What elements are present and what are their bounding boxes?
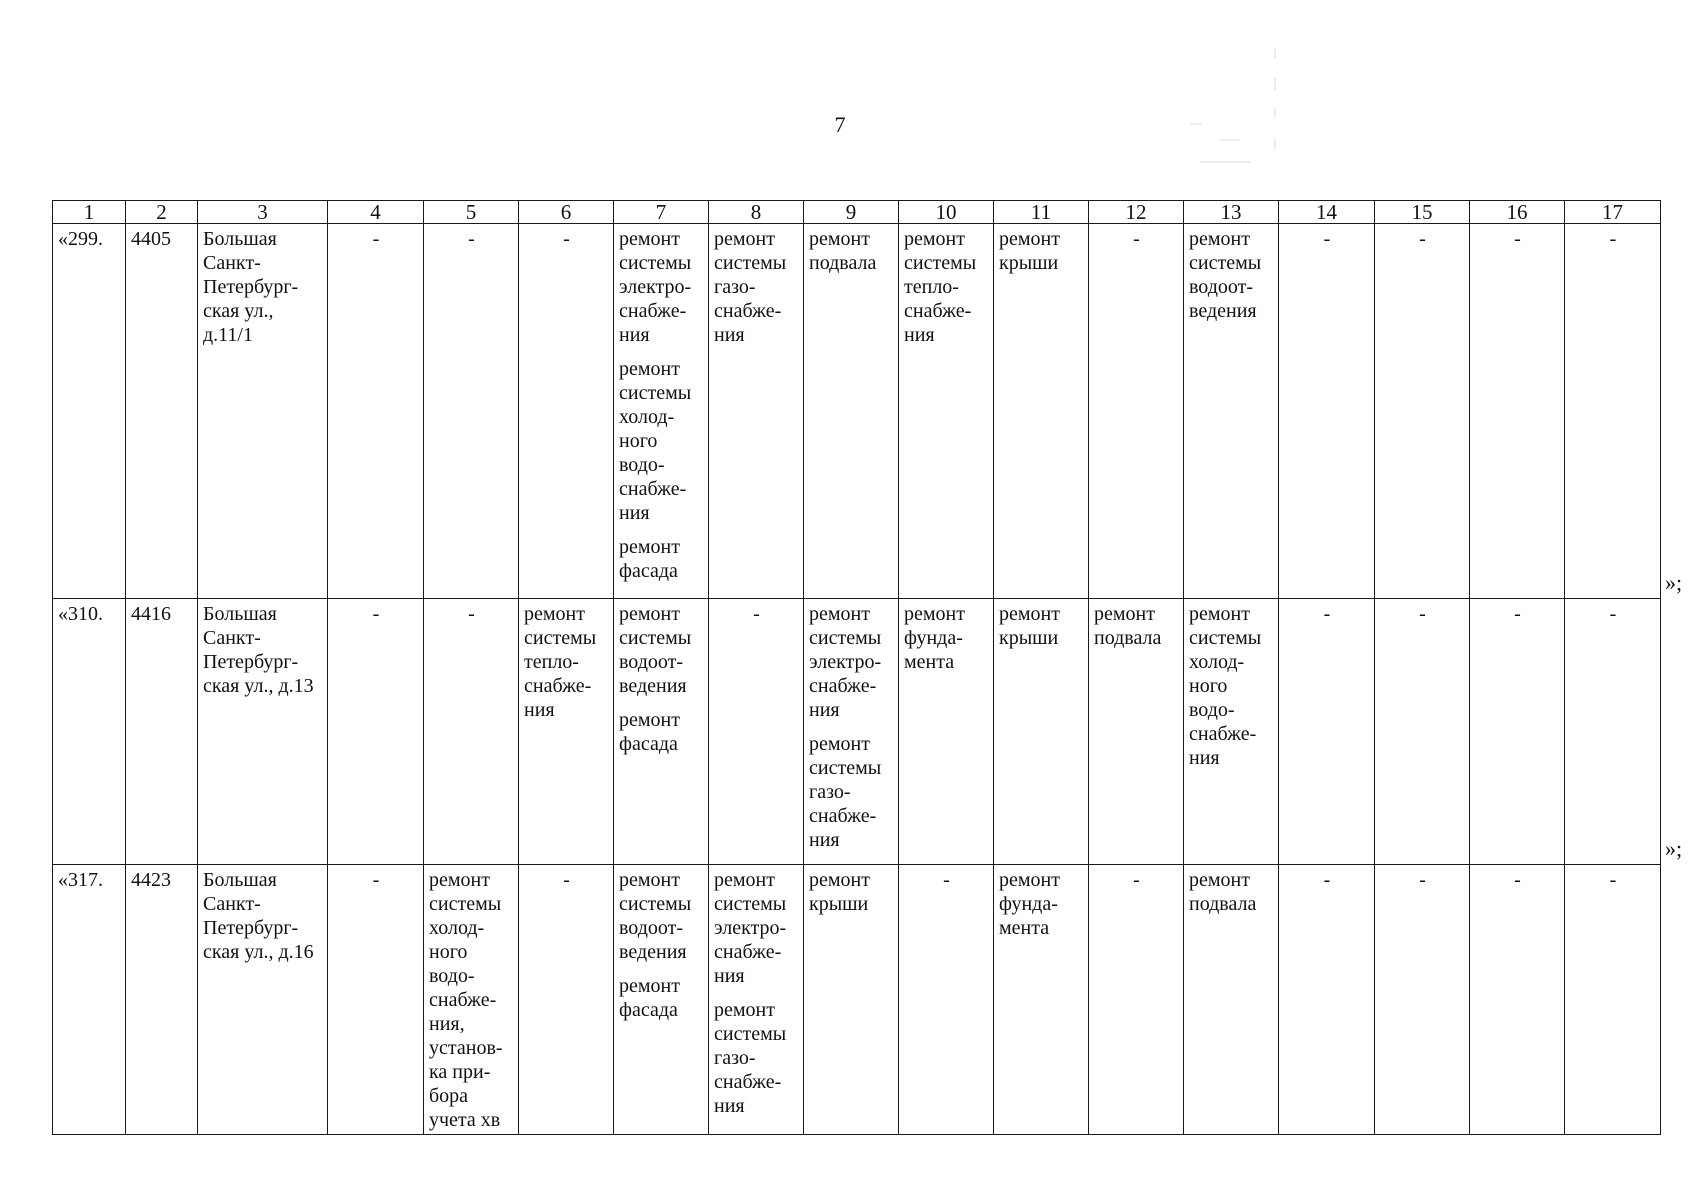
table-cell-col-3 (198, 599, 328, 865)
table-cell-col-12 (1089, 599, 1184, 865)
cell-text: ремонт фасада (619, 975, 680, 1021)
column-header-3: 3 (198, 201, 328, 224)
table-cell-col-9 (804, 865, 899, 1135)
cell-text: Большая Санкт-Петербург-ская ул., д.11/1 (203, 228, 299, 346)
cell-text: - (1133, 869, 1140, 891)
cell-text: 4416 (131, 603, 171, 625)
cell-text: - (1514, 603, 1521, 625)
cell-text: - (1133, 228, 1140, 250)
table-cell-col-9 (804, 599, 899, 865)
cell-text: - (943, 869, 950, 891)
column-header-7: 7 (614, 201, 709, 224)
cell-text: ремонт фунда-мента (904, 603, 965, 673)
table-cell-col-8 (709, 599, 804, 865)
cell-text: ремонт системы водоот-ведения (619, 869, 692, 963)
cell-text: «317. (58, 869, 103, 891)
table-cell-col-5 (424, 599, 519, 865)
column-header-6: 6 (519, 201, 614, 224)
column-header-11: 11 (994, 201, 1089, 224)
page-number: 7 (834, 112, 846, 137)
cell-text: - (372, 603, 380, 625)
table-cell-col-8 (709, 224, 804, 599)
table-cell-col-10 (899, 599, 994, 865)
cell-text: ремонт подвала (1094, 603, 1162, 649)
cell-text: «299. (58, 228, 103, 250)
table-row (53, 224, 1661, 599)
column-header-1: 1 (53, 201, 126, 224)
table-cell-col-2 (126, 224, 198, 599)
cell-text: ремонт системы холод-ного водо-снабже-ния (619, 358, 692, 524)
table-cell-col-2 (126, 865, 198, 1135)
table-cell-col-5 (424, 224, 519, 599)
table-row (53, 865, 1661, 1135)
cell-text: ремонт системы водоот-ведения (1189, 228, 1262, 322)
column-header-15: 15 (1375, 201, 1470, 224)
table-cell-col-2 (126, 599, 198, 865)
cell-text: - (563, 869, 570, 891)
cell-text: ремонт крыши (999, 603, 1060, 649)
table-cell-col-16 (1470, 224, 1565, 599)
cell-text: ремонт фасада (619, 536, 680, 582)
cell-text: 4423 (131, 869, 171, 891)
table-cell-col-3 (198, 865, 328, 1135)
cell-text: ремонт системы газо-снабже-ния (714, 228, 787, 346)
cell-text: ремонт подвала (1189, 869, 1257, 915)
column-header-17: 17 (1565, 201, 1661, 224)
table-cell-col-4 (328, 599, 424, 865)
cell-text: - (1609, 228, 1617, 250)
table-cell-col-6 (519, 224, 614, 599)
table-cell-col-15 (1375, 224, 1470, 599)
table-cell-col-10 (899, 865, 994, 1135)
cell-text: ремонт системы тепло-снабже-ния (524, 603, 597, 721)
cell-text: ремонт системы электро-снабже-ния (619, 228, 692, 346)
cell-text: - (1323, 228, 1331, 250)
table-cell-col-13 (1184, 865, 1279, 1135)
cell-text: - (1419, 603, 1426, 625)
table-cell-col-9 (804, 224, 899, 599)
column-header-4: 4 (328, 201, 424, 224)
cell-text: ремонт системы газо-снабже-ния (714, 999, 787, 1117)
table-cell-col-17 (1565, 599, 1661, 865)
table-cell-col-7 (614, 224, 709, 599)
cell-text: ремонт крыши (999, 228, 1060, 274)
table-cell-col-10 (899, 224, 994, 599)
cell-text: ремонт фасада (619, 709, 680, 755)
table-row (53, 599, 1661, 865)
column-header-8: 8 (709, 201, 804, 224)
cell-text: ремонт системы электро-снабже-ния (809, 603, 882, 721)
cell-text: ремонт системы электро-снабже-ния (714, 869, 787, 987)
table-cell-col-17 (1565, 865, 1661, 1135)
cell-text: Большая Санкт-Петербург-ская ул., д.13 (203, 603, 314, 697)
table-cell-col-5 (424, 865, 519, 1135)
cell-text: 4405 (131, 228, 171, 250)
column-header-14: 14 (1279, 201, 1375, 224)
table-cell-col-8 (709, 865, 804, 1135)
table-cell-col-15 (1375, 865, 1470, 1135)
cell-text: - (753, 603, 760, 625)
cell-text: - (468, 603, 475, 625)
table-cell-col-17 (1565, 224, 1661, 599)
header-row (53, 201, 1661, 224)
cell-text: ремонт подвала (809, 228, 877, 274)
table-cell-col-14 (1279, 599, 1375, 865)
table-cell-col-1 (53, 224, 126, 599)
table-cell-col-15 (1375, 599, 1470, 865)
table-cell-col-3 (198, 224, 328, 599)
row-closing-quote: »; (1665, 835, 1683, 861)
cell-text: - (1419, 228, 1426, 250)
cell-text: - (1323, 603, 1331, 625)
table-cell-col-4 (328, 224, 424, 599)
table-cell-col-16 (1470, 865, 1565, 1135)
cell-text: ремонт системы водоот-ведения (619, 603, 692, 697)
cell-text: - (1609, 869, 1617, 891)
repair-schedule-table (52, 200, 1661, 1135)
cell-text: - (1514, 228, 1521, 250)
cell-text: - (1609, 603, 1617, 625)
column-header-9: 9 (804, 201, 899, 224)
table-cell-col-11 (994, 599, 1089, 865)
cell-text: - (1514, 869, 1521, 891)
column-header-12: 12 (1089, 201, 1184, 224)
cell-text: - (1323, 869, 1331, 891)
table-cell-col-4 (328, 865, 424, 1135)
table-cell-col-13 (1184, 599, 1279, 865)
table-cell-col-13 (1184, 224, 1279, 599)
column-header-5: 5 (424, 201, 519, 224)
row-closing-quote: »; (1665, 569, 1683, 595)
cell-text: ремонт крыши (809, 869, 870, 915)
table-cell-col-6 (519, 599, 614, 865)
table-cell-col-7 (614, 599, 709, 865)
table-cell-col-1 (53, 865, 126, 1135)
cell-text: - (372, 228, 380, 250)
table-cell-col-14 (1279, 224, 1375, 599)
cell-text: - (563, 228, 570, 250)
column-header-16: 16 (1470, 201, 1565, 224)
table-cell-col-11 (994, 224, 1089, 599)
column-header-13: 13 (1184, 201, 1279, 224)
table-cell-col-7 (614, 865, 709, 1135)
cell-text: ремонт фунда-мента (999, 869, 1060, 939)
table-cell-col-12 (1089, 224, 1184, 599)
cell-text: - (372, 869, 380, 891)
table-cell-col-1 (53, 599, 126, 865)
scan-artifact (1180, 28, 1280, 178)
table-cell-col-16 (1470, 599, 1565, 865)
table-cell-col-14 (1279, 865, 1375, 1135)
cell-text: ремонт системы газо-снабже-ния (809, 733, 882, 851)
cell-text: - (1419, 869, 1426, 891)
cell-text: ремонт системы холод-ного водо-снабже-ния, установ-ка при-бора учета хв (429, 869, 503, 1131)
table-cell-col-6 (519, 865, 614, 1135)
table-cell-col-11 (994, 865, 1089, 1135)
cell-text: ремонт системы тепло-снабже-ния (904, 228, 977, 346)
cell-text: «310. (58, 603, 103, 625)
column-header-2: 2 (126, 201, 198, 224)
cell-text: - (468, 228, 475, 250)
column-header-10: 10 (899, 201, 994, 224)
table-cell-col-12 (1089, 865, 1184, 1135)
cell-text: Большая Санкт-Петербург-ская ул., д.16 (203, 869, 314, 963)
cell-text: ремонт системы холод-ного водо-снабже-ния (1189, 603, 1262, 769)
